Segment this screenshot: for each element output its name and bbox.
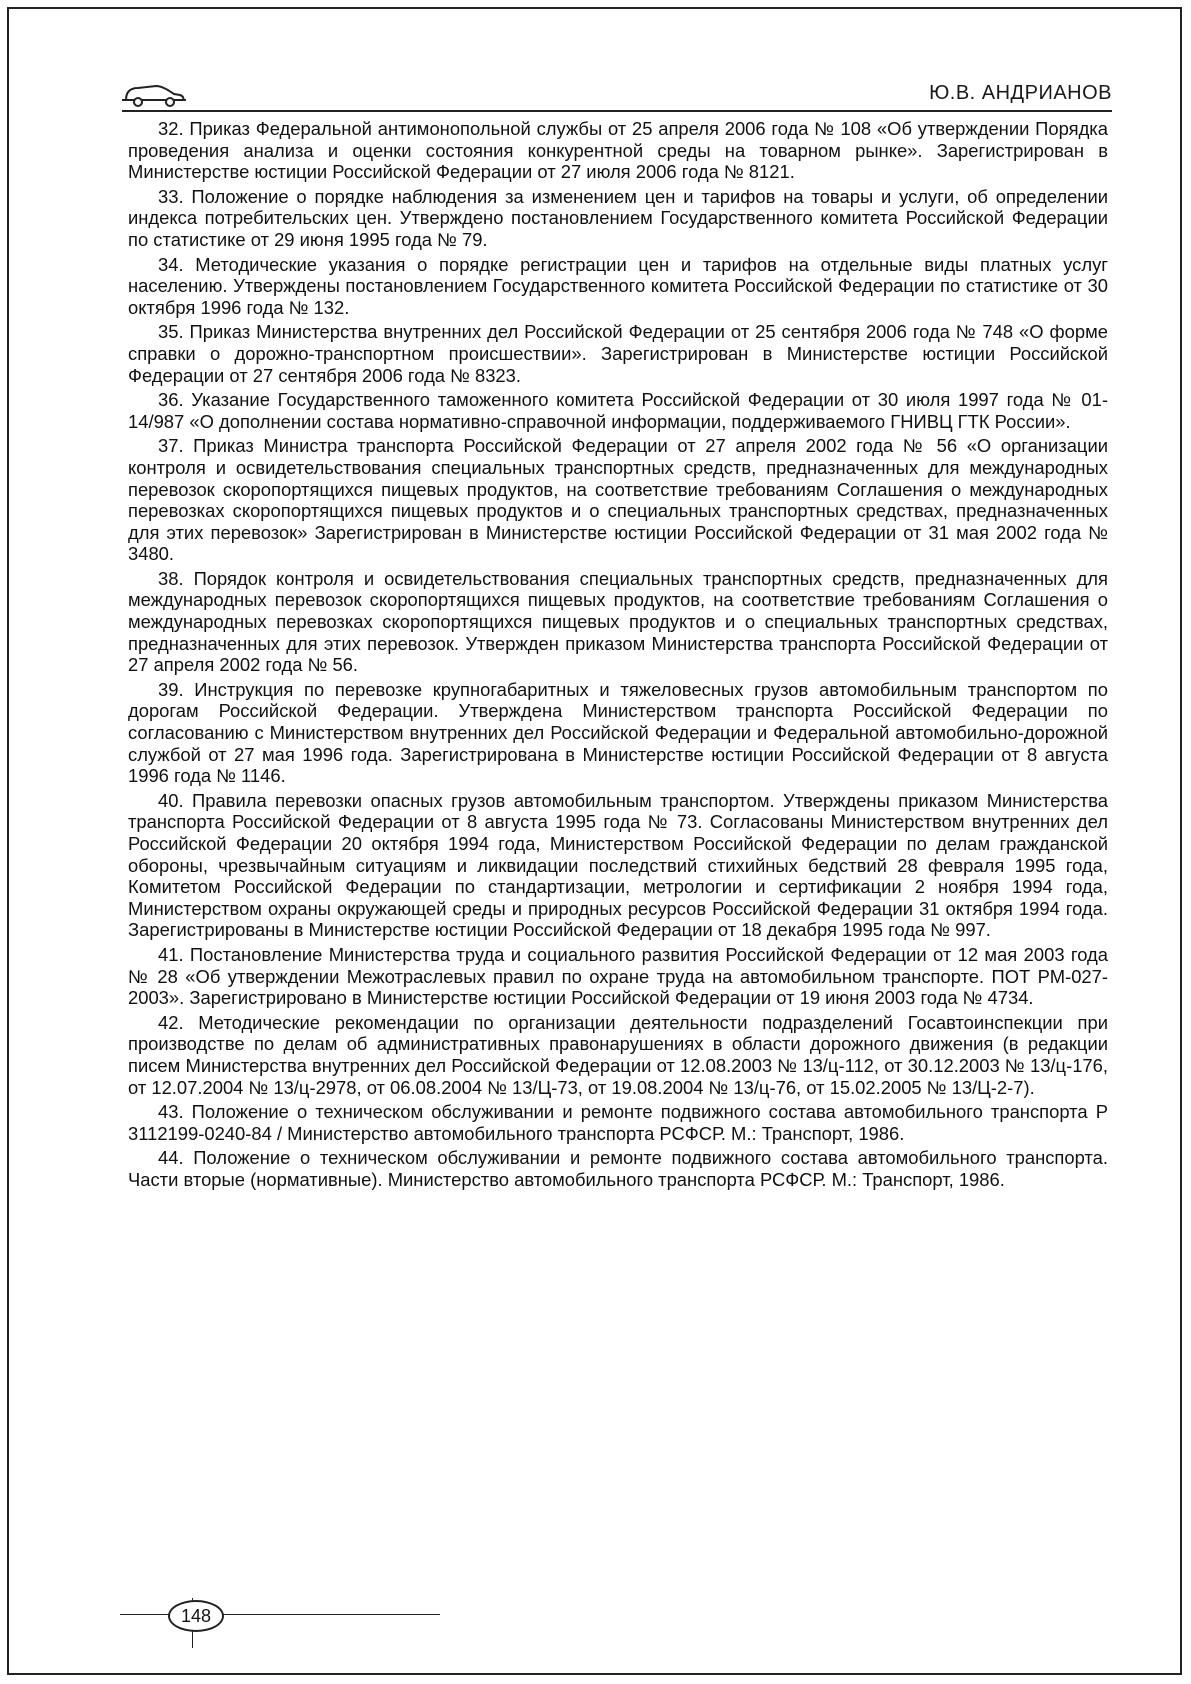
page-footer bbox=[110, 1590, 440, 1660]
reference-entry-32: 32. Приказ Федеральной антимонопольной службы от 25 апреля 2006 года № 108 «Об утверждении Порядка проведения анализа и оценки состояния конкурентной среды на товарном рынке». Зарегистрирован в Министерстве юстиции Российской Федерации от 27 июля 2006 года № 8121. bbox=[128, 118, 1108, 183]
reference-entry-35: 35. Приказ Министерства внутренних дел Российской Федерации от 25 сентября 2006 года № 748 «О форме справки о дорожно-транспортном происшествии». Зарегистрирован в Министерстве юстиции Российской Федерации от 27 сентября 2006 года № 8323. bbox=[128, 321, 1108, 386]
page-header bbox=[122, 72, 1112, 112]
author-name: Ю.В. АНДРИАНОВ bbox=[929, 82, 1112, 104]
reference-entry-40: 40. Правила перевозки опасных грузов автомобильным транспортом. Утверждены приказом Министерства транспорта Российской Федерации от 8 августа 1995 года № 73. Согласованы Министерством внутренних дел Российской Федерации 20 октября 1994 года, Министерством Российской Федерации по делам гражданской обороны, чрезвычайным ситуациям и ликвидации последствий стихийных бедствий 28 февраля 1995 года, Комитетом Российской Федерации по стандартизации, метрологии и сертификации 2 ноября 1994 года, Министерством охраны окружающей среды и природных ресурсов Российской Федерации 31 октября 1994 года. Зарегистрированы в Министерстве юстиции Российской Федерации от 18 декабря 1995 года № 997. bbox=[128, 789, 1108, 941]
reference-entry-44: 44. Положение о техническом обслуживании и ремонте подвижного состава автомобильного транспорта. Части вторые (нормативные). Министерство автомобильного транспорта РСФСР. М.: Транспорт, 1986. bbox=[128, 1147, 1108, 1190]
reference-entry-39: 39. Инструкция по перевозке крупногабаритных и тяжеловесных грузов автомобильным транспортом по дорогам Российской Федерации. Утверждена Министерством транспорта Российской Федерации по согласованию с Министерством внутренних дел Российской Федерации и Федеральной автомобильно-дорожной службой от 27 мая 1996 года. Зарегистрирована в Министерстве юстиции Российской Федерации от 8 августа 1996 года № 1146. bbox=[128, 678, 1108, 787]
reference-list bbox=[128, 118, 1108, 1580]
header-rule bbox=[122, 110, 1112, 112]
reference-entry-42: 42. Методические рекомендации по организации деятельности подразделений Госавтоинспекции при производстве по делам об административных правонарушениях в области дорожного движения (в редакции писем Министерства внутренних дел Российской Федерации от 12.08.2003 № 13/ц-112, от 30.12.2003 № 13/ц-176, от 12.07.2004 № 13/ц-2978, от 06.08.2004 № 13/Ц-73, от 19.08.2004 № 13/ц-76, от 15.02.2005 № 13/Ц-2-7). bbox=[128, 1011, 1108, 1098]
page-number: 148 bbox=[168, 1600, 224, 1632]
reference-entry-37: 37. Приказ Министра транспорта Российской Федерации от 27 апреля 2002 года № 56 «О организации контроля и освидетельствования специальных транспортных средств, предназначенных для международных перевозок скоропортящихся пищевых продуктов, на соответствие требованиям Соглашения о международных перевозках скоропортящихся пищевых продуктов и о специальных транспортных средствах, предназначенных для этих перевозок» Зарегистрирован в Министерстве юстиции Российской Федерации от 31 мая 2002 года № 3480. bbox=[128, 435, 1108, 565]
reference-entry-33: 33. Положение о порядке наблюдения за изменением цен и тарифов на товары и услуги, об определении индекса потребительских цен. Утверждено постановлением Государственного комитета Российской Федерации по статистике от 29 июня 1995 года № 79. bbox=[128, 185, 1108, 250]
reference-entry-43: 43. Положение о техническом обслуживании и ремонте подвижного состава автомобильного транспорта Р 3112199-0240-84 / Министерство автомобильного транспорта РСФСР. М.: Транспорт, 1986. bbox=[128, 1101, 1108, 1144]
reference-entry-41: 41. Постановление Министерства труда и социального развития Российской Федерации от 12 мая 2003 года № 28 «Об утверждении Межотраслевых правил по охране труда на автомобильном транспорте. ПОТ РМ-027-2003». Зарегистрировано в Министерстве юстиции Российской Федерации от 19 июня 2003 года № 4734. bbox=[128, 943, 1108, 1009]
reference-entry-34: 34. Методические указания о порядке регистрации цен и тарифов на отдельные виды платных услуг населению. Утверждены постановлением Государственного комитета Российской Федерации по статистике от 30 октября 1996 года № 132. bbox=[128, 253, 1108, 318]
car-logo-icon bbox=[122, 78, 186, 108]
reference-entry-36: 36. Указание Государственного таможенного комитета Российской Федерации от 30 июля 1997 года № 01-14/987 «О дополнении состава нормативно-справочной информации, поддерживаемого ГНИВЦ ГТК России». bbox=[128, 389, 1108, 432]
reference-entry-38: 38. Порядок контроля и освидетельствования специальных транспортных средств, предназначенных для международных перевозок скоропортящихся пищевых продуктов, на соответствие требованиям Соглашения о международных перевозках скоропортящихся пищевых продуктов и о специальных транспортных средствах, предназначенных для этих перевозок. Утвержден приказом Министерства транспорта Российской Федерации от 27 апреля 2002 года № 56. bbox=[128, 567, 1108, 676]
